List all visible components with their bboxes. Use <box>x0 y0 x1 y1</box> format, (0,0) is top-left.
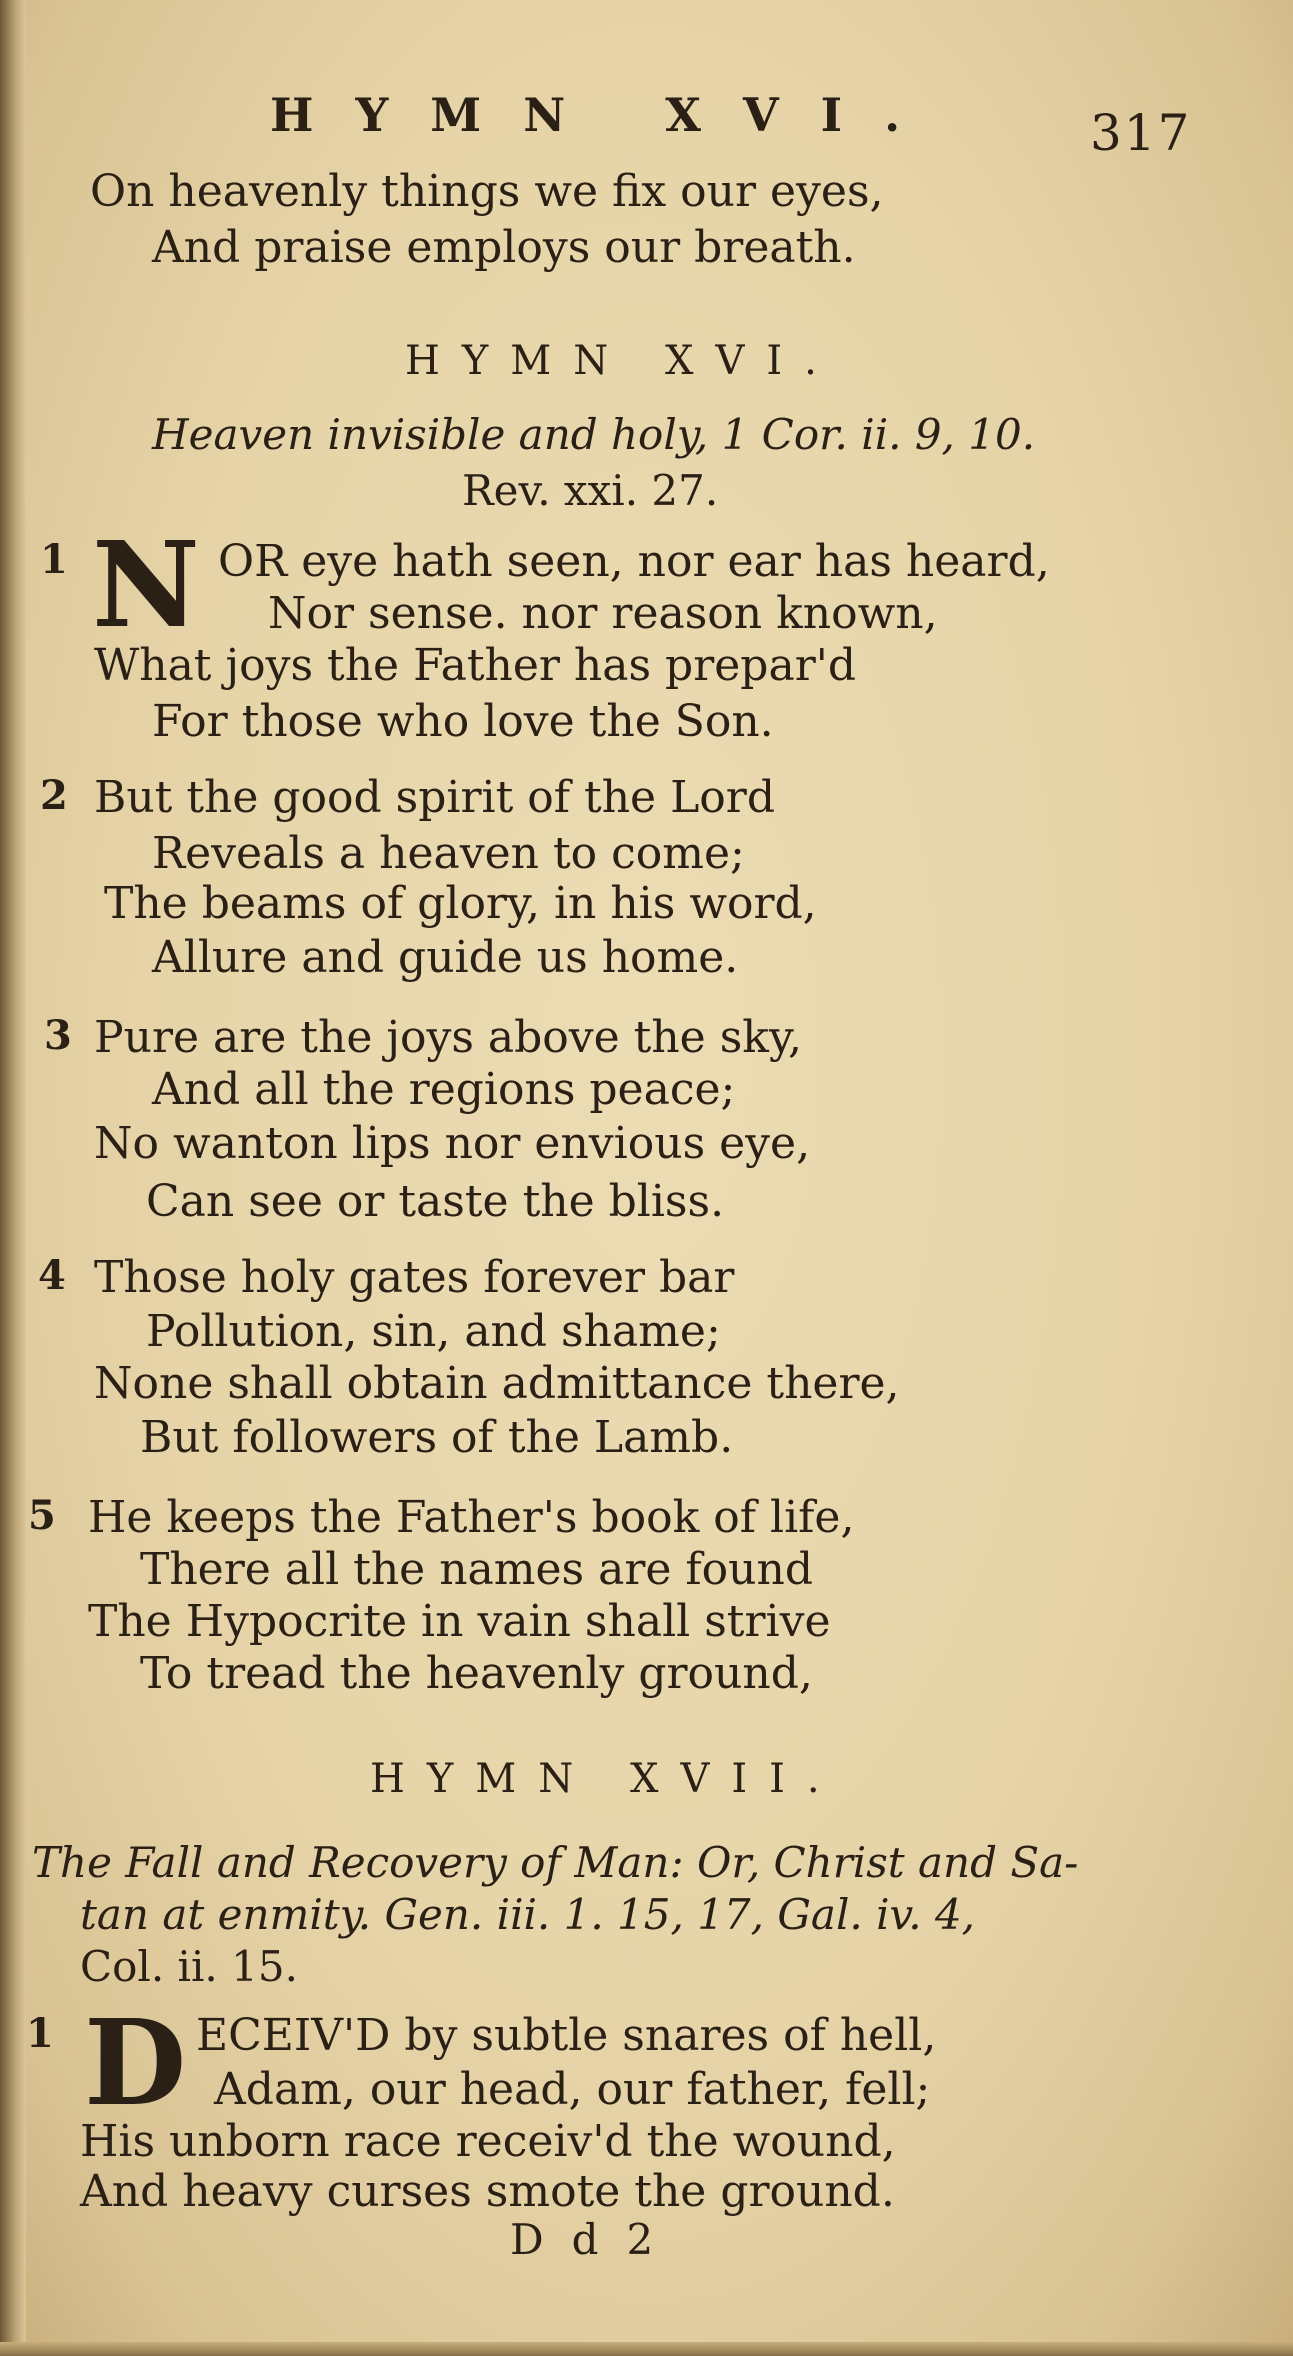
verse-line: But followers of the Lamb. <box>140 1412 734 1463</box>
signature-mark: Dd2 <box>510 2215 682 2264</box>
verse-line: And heavy curses smote the ground. <box>80 2166 895 2217</box>
verse-line: Nor sense. nor reason known, <box>268 588 938 639</box>
hymn-subtitle: Col. ii. 15. <box>80 1942 298 1991</box>
hymn-title: HYMN XVI. <box>405 338 839 384</box>
verse-line: He keeps the Father's book of life, <box>88 1492 855 1543</box>
running-head: HYMN XVI. <box>270 88 943 142</box>
verse-number: 1 <box>40 536 68 583</box>
prev-hymn-line: And praise employs our breath. <box>152 222 856 273</box>
verse-line: To tread the heavenly ground, <box>140 1648 813 1699</box>
verse-line: And all the regions peace; <box>152 1064 736 1115</box>
page-number: 317 <box>1090 104 1192 162</box>
verse-line: None shall obtain admittance there, <box>94 1358 900 1409</box>
verse-line: But the good spirit of the Lord <box>94 772 775 823</box>
hymn-subtitle: Heaven invisible and holy, 1 Cor. ii. 9, 10. <box>152 410 1036 459</box>
hymn-subtitle: tan at enmity. Gen. iii. 1. 15, 17, Gal. iv. 4, <box>80 1890 976 1939</box>
verse-number: 3 <box>44 1012 72 1059</box>
verse-line: Can see or taste the bliss. <box>146 1176 725 1227</box>
hymn-title: HYMN XVII. <box>370 1756 842 1802</box>
verse-line: Those holy gates forever bar <box>94 1252 735 1303</box>
verse-number: 2 <box>40 772 68 819</box>
verse-number: 5 <box>28 1492 56 1539</box>
drop-cap: D <box>84 1993 187 2132</box>
verse-line: What joys the Father has prepar'd <box>94 640 856 691</box>
verse-line: Adam, our head, our father, fell; <box>214 2064 931 2115</box>
verse-line: ECEIV'D by subtle snares of hell, <box>196 2010 937 2061</box>
drop-cap: N <box>92 515 200 654</box>
verse-number: 4 <box>38 1252 66 1299</box>
verse-line: No wanton lips nor envious eye, <box>94 1118 811 1169</box>
verse-line: The beams of glory, in his word, <box>104 878 817 929</box>
verse-line: His unborn race receiv'd the wound, <box>80 2116 896 2167</box>
hymn-subtitle: Rev. xxi. 27. <box>462 466 719 515</box>
verse-line: Pollution, sin, and shame; <box>146 1306 721 1357</box>
page-bottom-edge <box>0 2342 1293 2356</box>
verse-line: Allure and guide us home. <box>152 932 739 983</box>
verse-line: OR eye hath seen, nor ear has heard, <box>218 536 1050 587</box>
verse-line: Reveals a heaven to come; <box>152 828 745 879</box>
prev-hymn-line: On heavenly things we fix our eyes, <box>90 166 884 217</box>
hymn-subtitle: The Fall and Recovery of Man: Or, Christ and Sa- <box>32 1838 1079 1887</box>
verse-line: The Hypocrite in vain shall strive <box>88 1596 831 1647</box>
page-gutter <box>0 0 26 2356</box>
verse-line: Pure are the joys above the sky, <box>94 1012 802 1063</box>
verse-line: There all the names are found <box>140 1544 813 1595</box>
verse-line: For those who love the Son. <box>152 696 774 747</box>
verse-number: 1 <box>26 2010 54 2057</box>
